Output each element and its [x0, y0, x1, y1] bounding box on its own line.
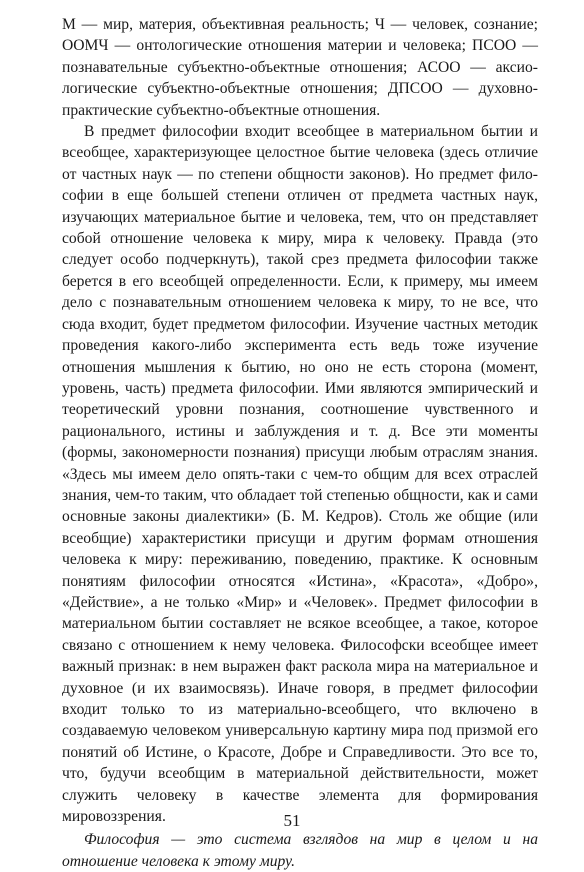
legend-paragraph: М — мир, материя, объективная реальность; Ч — человек, сознание; ООМЧ — онтологические отношения материи и человека; ПСОО — познавательные субъектно-объектные отношения; АСОО — аксиологические субъектно-объектные отношения; ДПСОО — духовно-практические субъектно-объектные отношения. — [62, 16, 538, 119]
page-number: 51 — [283, 811, 301, 830]
document-page — [62, 14, 538, 872]
definition-paragraph: Философия — это система взглядов на мир в целом и на отношение человека к этому миру. — [62, 831, 538, 870]
main-paragraph: В предмет философии входит всеобщее в материальном бытии и всеобщее, характеризующее целостное бытие человека (здесь отличие от частных наук — по степени общности законов). Но предмет философии в еще большей степени отличен от предмета частных наук, изучающих материальное бытие и человека, тем, что он представляет собой отношение человека к миру, мира к человеку. Правда (это следует особо подчеркнуть), такой срез предмета философии также берется в его всеобщей определенности. Если, к примеру, мы имеем дело с познавательным отношением человека к миру, то не все, что сюда входит, будет предметом философии. Изучение частных методик проведения какого-либо эксперимента есть ведь тоже изучение отношения мышления к бытию, но оно не есть сторона (момент, уровень, часть) предмета философии. Ими являются эмпирический и теоретический уровни познания, соотношение чувственного и рационального, истины и заблуждения и т. д. Все эти моменты (формы, закономерности познания) присущи любым отраслям знания. «Здесь мы имеем дело опять-таки с чем-то общим для всех отраслей знания, чем-то таким, что обладает той степенью общности, как и сами основные законы диалектики» (Б. М. Кедров). Столь же общие (или всеобщие) характеристики присущи и другим формам отношения человека к миру: переживанию, поведению, практике. К основным понятиям философии относятся «Истина», «Красота», «Добро», «Действие», а не только «Мир» и «Человек». Предмет философии в материальном бытии составляет не всякое всеобщее, а такое, которое связано с отношением к нему человека. Философски всеобщее имеет важный признак: в нем выражен факт раскола мира на материальное и духовное (и их взаимосвязь). Иначе говоря, в предмет философии входит только то из материально-всеобщего, что включено в создаваемую человеком универсальную картину мира под призмой его понятий об Истине, о Красоте, Добре и Справедливости. Это все то, что, будучи всеобщим в материальной действительности, может служить человеку в качестве элемента для формирования мировоззрения. — [62, 123, 538, 826]
